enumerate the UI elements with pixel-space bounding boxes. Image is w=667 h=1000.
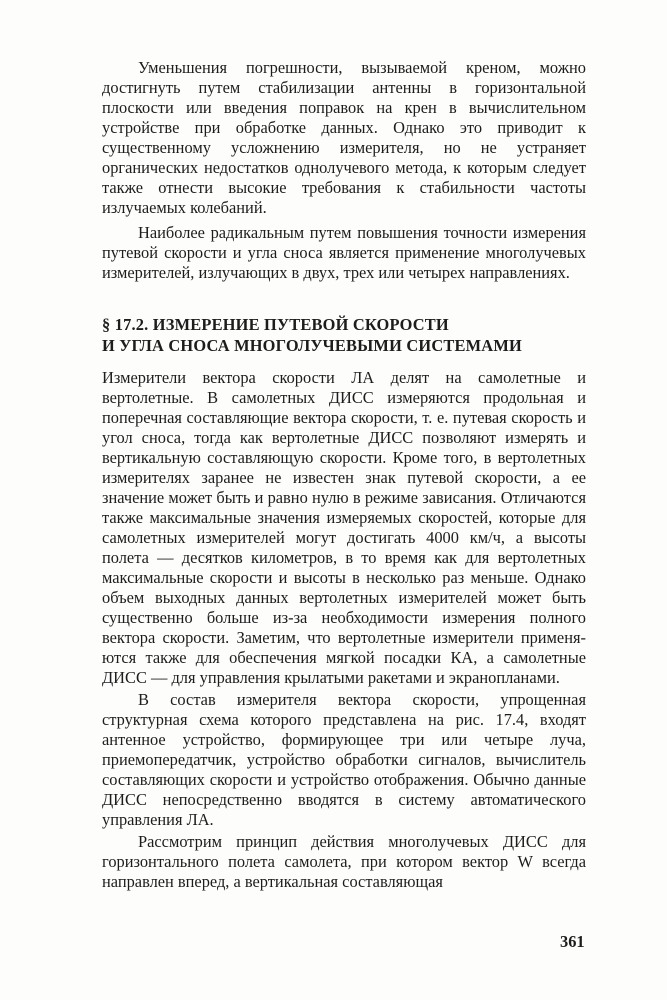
paragraph-meter-structure: В состав измерителя вектора скорости, упрощенная структурная схема которого представлена на рис. 17.4, входят антенное устройство, формирующее три или четыре луча, приемопередатчик, устройство обработки сигналов, вычислитель составляющих скорости и устройство отображения. Обычно данные ДИСС непосредственно вводятся в систему автоматического управления ЛА.: [102, 690, 586, 829]
page-number: 361: [560, 932, 585, 951]
paragraph-meter-types: Измерители вектора скорости ЛА делят на самолетные и вертолетные. В самолетных ДИСС измеряются продольная и поперечная составляющие вектора скорости, т. е. путевая скорость и угол сноса, тогда как вертолетные ДИСС позволяют измерять и вертикальную составляющую скорости. Кроме того, в вертолетных измерителях заранее не известен знак путевой скорости, а ее значение может быть и равно нулю в режиме зависания. Отличаются также максимальные значения измеряемых скоростей, которые для самолетных измерителей могут достигать 4000 км/ч, а высоты полета — десятков километров, в то время как для вертолетных максимальные скорости и высоты в несколько раз меньше. Однако объем выходных данных вертолетных измерителей может быть существенно больше из-за необходимости измерения полного вектора скорости. Заметим, что вертолетные измерители применяются также для обеспечения мягкой посадки КА, а самолетные ДИСС — для управления крылатыми ракетами и экранопланами.: [102, 368, 586, 687]
paragraph-operating-principle: Рассмотрим принцип действия многолучевых ДИСС для горизонтального полета самолета, при котором вектор W всегда направлен вперед, а вертикальная составляющая: [102, 832, 586, 891]
paragraph-roll-error: Уменьшения погрешности, вызываемой креном, можно достигнуть путем стабилизации антенны в горизонтальной плоскости или введения поправок на крен в вычислительном устройстве при обработке данных. Однако это приводит к существенному усложнению измерителя, но не устраняет органических недостатков однолучевого метода, к которым следует также отнести высокие требования к стабильности частоты излучаемых колебаний.: [102, 58, 586, 217]
section-body: [102, 368, 586, 892]
intro-text: [102, 58, 586, 283]
section-heading-line-2: И УГЛА СНОСА МНОГОЛУЧЕВЫМИ СИСТЕМАМИ: [102, 336, 522, 355]
section-heading: [102, 314, 586, 356]
paragraph-multibeam-intro: Наиболее радикальным путем повышения точности измерения путевой скорости и угла сноса является применение многолучевых измерителей, излучающих в двух, трех или четырех направлениях.: [102, 223, 586, 282]
section-heading-line-1: § 17.2. ИЗМЕРЕНИЕ ПУТЕВОЙ СКОРОСТИ: [102, 315, 449, 334]
